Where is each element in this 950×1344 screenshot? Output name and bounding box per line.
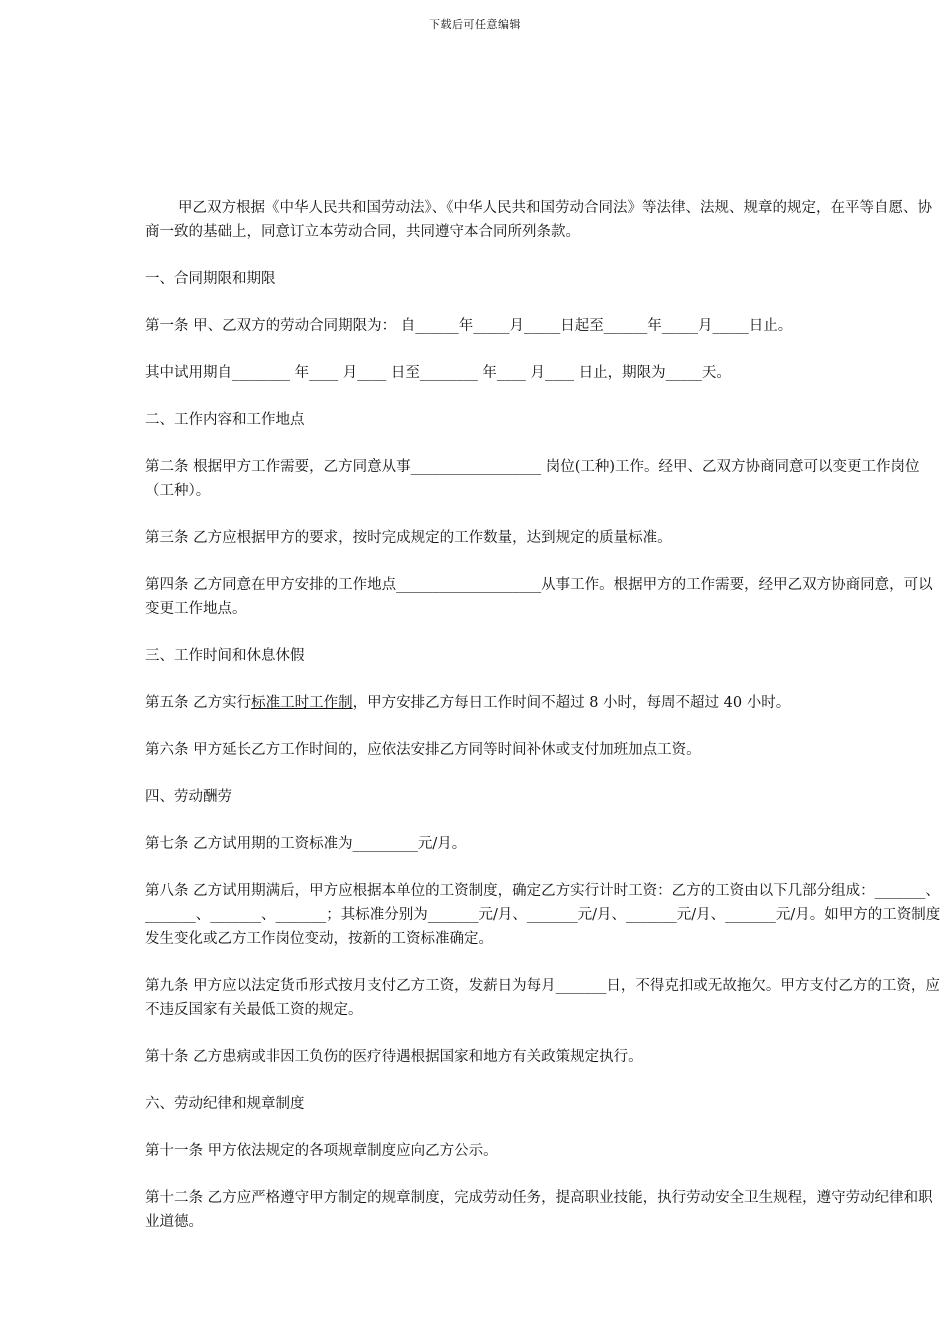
intro-paragraph: 甲乙双方根据《中华人民共和国劳动法》、《中华人民共和国劳动合同法》等法律、法规、规章的规定，在平等自愿、协商一致的基础上，同意订立本劳动合同，共同遵守本合同所列条款。 xyxy=(145,200,932,240)
article-1-probation: 其中试用期自________ 年____ 月____ 日至________ 年____ 月____ 日止，期限为_____天。 xyxy=(145,365,731,381)
article-3: 第三条 乙方应根据甲方的要求，按时完成规定的工作数量，达到规定的质量标准。 xyxy=(145,530,672,546)
article-12: 第十二条 乙方应严格遵守甲方制定的规章制度，完成劳动任务，提高职业技能，执行劳动安全卫生规程，遵守劳动纪律和职业道德。 xyxy=(145,1190,933,1230)
section-heading: 二、工作内容和工作地点 xyxy=(145,412,305,428)
article-1: 第一条 甲、乙双方的劳动合同期限为： 自______年_____月_____日起至______年_____月_____日止。 xyxy=(145,318,793,334)
article-2: 第二条 根据甲方工作需要，乙方同意从事__________________ 岗位(工种)工作。经甲、乙双方协商同意可以变更工作岗位（工种）。 xyxy=(145,459,920,499)
page-header-note: 下载后可任意编辑 xyxy=(429,18,521,31)
article-10: 第十条 乙方患病或非因工负伤的医疗待遇根据国家和地方有关政策规定执行。 xyxy=(145,1049,643,1065)
section-heading: 四、劳动酬劳 xyxy=(145,789,232,805)
standard-hours-link[interactable]: 标准工时工作制 xyxy=(251,695,353,711)
article-8: 第八条 乙方试用期满后，甲方应根据本单位的工资制度，确定乙方实行计时工资：乙方的工资由以下几部分组成：_______、_______、_______、_______；其标准分别为_______元/月、_______元/月、_______元/月、_______元/月。如甲方的工资制度发生变化或乙方工作岗位变动，按新的工资标准确定。 xyxy=(145,883,941,947)
contract-body xyxy=(145,196,945,1257)
article-7: 第七条 乙方试用期的工资标准为_________元/月。 xyxy=(145,836,467,852)
article-4: 第四条 乙方同意在甲方安排的工作地点____________________从事工作。根据甲方的工作需要，经甲乙双方协商同意，可以变更工作地点。 xyxy=(145,577,933,617)
section-heading: 六、劳动纪律和规章制度 xyxy=(145,1096,305,1112)
article-6: 第六条 甲方延长乙方工作时间的，应依法安排乙方同等时间补休或支付加班加点工资。 xyxy=(145,742,701,758)
article-5-text: 第五条 乙方实行 xyxy=(145,695,252,711)
article-11: 第十一条 甲方依法规定的各项规章制度应向乙方公示。 xyxy=(145,1143,498,1159)
article-5-text-rest: ，甲方安排乙方每日工作时间不超过 8 小时，每周不超过 40 小时。 xyxy=(352,695,791,711)
article-9: 第九条 甲方应以法定货币形式按月支付乙方工资，发薪日为每月_______日，不得克扣或无故拖欠。甲方支付乙方的工资，应不违反国家有关最低工资的规定。 xyxy=(145,978,940,1018)
section-heading: 三、工作时间和休息休假 xyxy=(145,648,305,664)
article-5 xyxy=(145,691,945,715)
section-heading: 一、合同期限和期限 xyxy=(145,271,276,287)
